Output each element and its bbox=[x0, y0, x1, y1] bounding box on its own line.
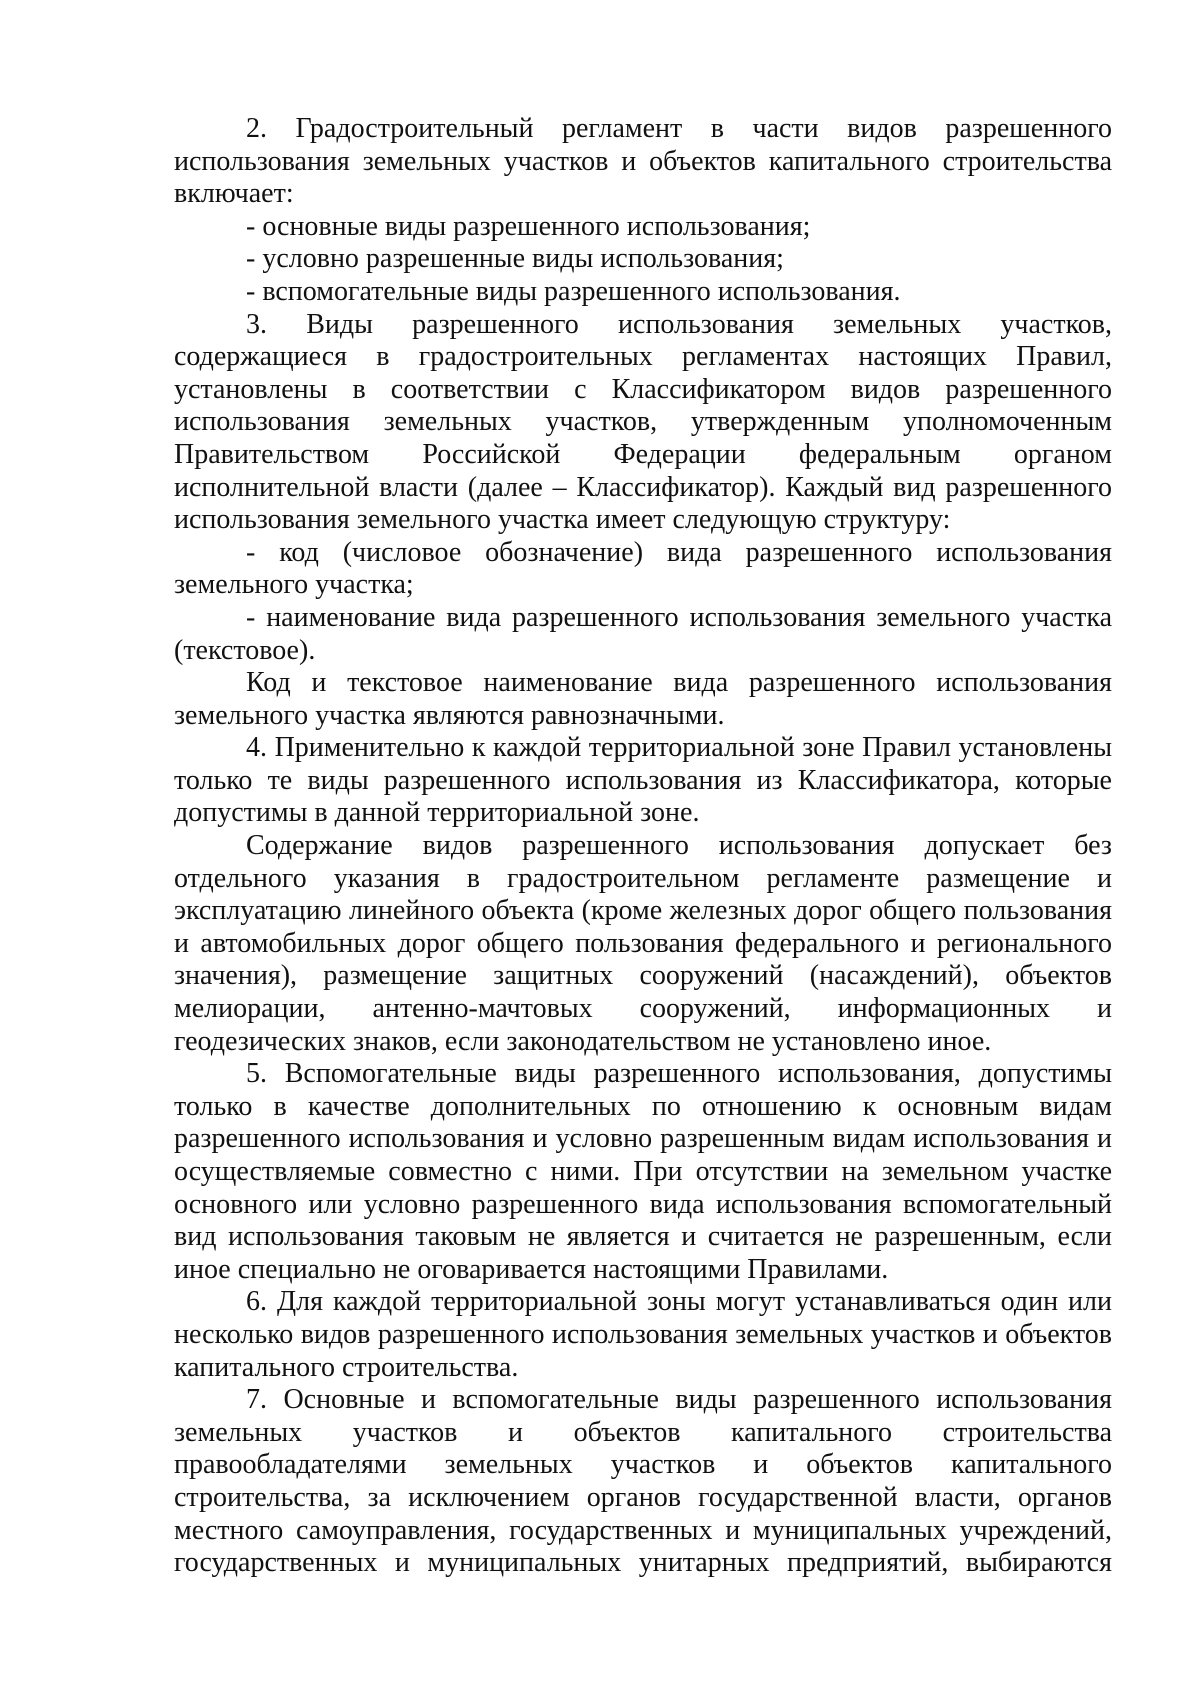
paragraph-clause-5: 5. Вспомогательные виды разрешенного использования, допустимы только в качестве дополнительных по отношению к основным видам разрешенного использования и условно разрешенным видам использования и осуществляемые совместно с ними. При отсутствии на земельном участке основного или условно разрешенного вида использования вспомогательный вид использования таковым не является и считается не разрешенным, если иное специально не оговаривается настоящими Правилами. bbox=[174, 1058, 1112, 1285]
paragraph-clause-2: 2. Градостроительный регламент в части видов разрешенного использования земельных участков и объектов капитального строительства включает: bbox=[174, 113, 1112, 210]
list-item-main-uses: - основные виды разрешенного использования; bbox=[246, 210, 811, 242]
list-item-name: - наименование вида разрешенного использования земельного участка (текстовое). bbox=[174, 601, 1112, 666]
list-item-code: - код (числовое обозначение) вида разрешенного использования земельного участка; bbox=[174, 536, 1112, 601]
list-item-conditional-uses: - условно разрешенные виды использования; bbox=[246, 243, 784, 275]
document-page bbox=[174, 113, 1112, 1580]
paragraph-clause-6: 6. Для каждой территориальной зоны могут устанавливаться один или несколько видов разрешенного использования земельных участков и объектов капитального строительства. bbox=[174, 1286, 1112, 1383]
list-item-auxiliary-uses: - вспомогательные виды разрешенного использования. bbox=[246, 275, 901, 307]
paragraph-clause-7: 7. Основные и вспомогательные виды разрешенного использования земельных участков и объектов капитального строительства правообладателями земельных участков и объектов капитального строительства, за исключением органов государственной власти, органов местного самоуправления, государственных и муниципальных учреждений, государственных и муниципальных унитарных предприятий, выбираются bbox=[174, 1384, 1112, 1579]
paragraph-clause-3: 3. Виды разрешенного использования земельных участков, содержащиеся в градостроительных регламентах настоящих Правил, установлены в соответствии с Классификатором видов разрешенного использования земельных участков, утвержденным уполномоченным Правительством Российской Федерации федеральным органом исполнительной власти (далее – Классификатор). Каждый вид разрешенного использования земельного участка имеет следующую структуру: bbox=[174, 308, 1112, 536]
paragraph-linear-objects: Содержание видов разрешенного использования допускает без отдельного указания в градостроительном регламенте размещение и эксплуатацию линейного объекта (кроме железных дорог общего пользования и автомобильных дорог общего пользования федерального и регионального значения), размещение защитных сооружений (насаждений), объектов мелиорации, антенно-мачтовых сооружений, информационных и геодезических знаков, если законодательством не установлено иное. bbox=[174, 830, 1112, 1057]
paragraph-clause-4: 4. Применительно к каждой территориальной зоне Правил установлены только те виды разрешенного использования из Классификатора, которые допустимы в данной территориальной зоне. bbox=[174, 732, 1112, 829]
paragraph-code-equivalence: Код и текстовое наименование вида разрешенного использования земельного участка являются равнозначными. bbox=[174, 667, 1112, 731]
